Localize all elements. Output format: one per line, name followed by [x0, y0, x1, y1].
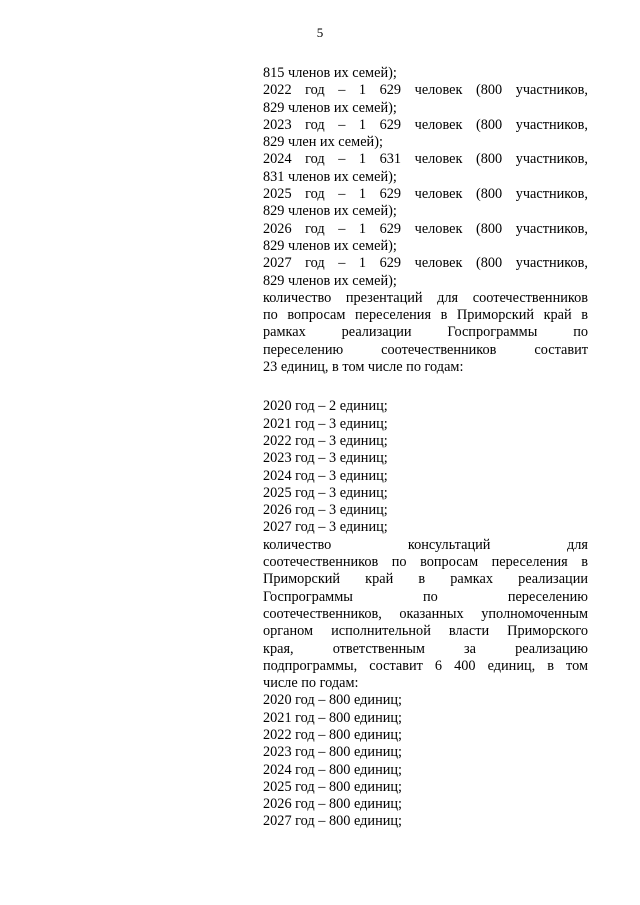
text-line: 2022 год – 1 629 человек (800 участников, [263, 82, 588, 99]
text-line: 2020 год – 800 единиц; [263, 692, 403, 709]
text-line: подпрограммы, составит 6 400 единиц, в том [263, 657, 588, 674]
text-line: 2023 год – 800 единиц; [263, 744, 403, 761]
text-line: соотечественников, оказанных уполномоченным [263, 605, 588, 622]
document-body [263, 65, 588, 831]
text-line: 2024 год – 3 единиц; [263, 467, 388, 484]
text-line: по вопросам переселения в Приморский край в [263, 307, 588, 324]
text-line: 2025 год – 800 единиц; [263, 778, 403, 795]
text-line: 829 членов их семей); [263, 237, 397, 254]
text-line: 2025 год – 1 629 человек (800 участников, [263, 186, 588, 203]
text-line: 2026 год – 3 единиц; [263, 502, 388, 519]
page-number: 5 [316, 25, 324, 40]
text-line: 2026 год – 1 629 человек (800 участников, [263, 220, 588, 237]
text-line: 2024 год – 800 единиц; [263, 761, 403, 778]
text-line: Приморский край в рамках реализации [263, 571, 588, 588]
text-line: 2021 год – 800 единиц; [263, 709, 403, 726]
text-line: переселению соотечественников составит [263, 341, 588, 358]
presentations-and-consultations-block [263, 398, 588, 830]
paragraph-gap [263, 376, 588, 398]
text-line: 829 членов их семей); [263, 203, 397, 220]
text-line: 2020 год – 2 единиц; [263, 398, 388, 415]
text-line: 2027 год – 1 629 человек (800 участников, [263, 255, 588, 272]
text-line: количество консультаций для [263, 536, 588, 553]
text-line: 23 единиц, в том числе по годам: [263, 359, 464, 376]
text-line: края, ответственным за реализацию [263, 640, 588, 657]
text-line: соотечественников по вопросам переселения в [263, 554, 588, 571]
text-line: 2027 год – 3 единиц; [263, 519, 388, 536]
text-line: Госпрограммы по переселению [263, 588, 588, 605]
text-line: 2021 год – 3 единиц; [263, 415, 388, 432]
text-line: 815 членов их семей); [263, 65, 397, 81]
text-line: 2026 год – 800 единиц; [263, 796, 403, 813]
text-line: 2025 год – 3 единиц; [263, 484, 388, 501]
text-line: 2023 год – 3 единиц; [263, 450, 388, 467]
text-line: числе по годам: [263, 675, 359, 692]
text-line: органом исполнительной власти Приморского [263, 623, 588, 640]
text-line: 2024 год – 1 631 человек (800 участников, [263, 151, 588, 168]
text-line: количество презентаций для соотечественников [263, 289, 588, 306]
text-line: 831 членов их семей); [263, 168, 397, 185]
text-line: 2023 год – 1 629 человек (800 участников, [263, 116, 588, 133]
text-line: рамках реализации Госпрограммы по [263, 324, 588, 341]
text-line: 829 членов их семей); [263, 99, 397, 116]
text-line: 829 член их семей); [263, 134, 383, 151]
text-line: 2027 год – 800 единиц; [263, 813, 403, 830]
text-line: 829 членов их семей); [263, 272, 397, 289]
text-line: 2022 год – 800 единиц; [263, 726, 403, 743]
participants-and-presentations-block [263, 65, 588, 376]
text-line: 2022 год – 3 единиц; [263, 432, 388, 449]
